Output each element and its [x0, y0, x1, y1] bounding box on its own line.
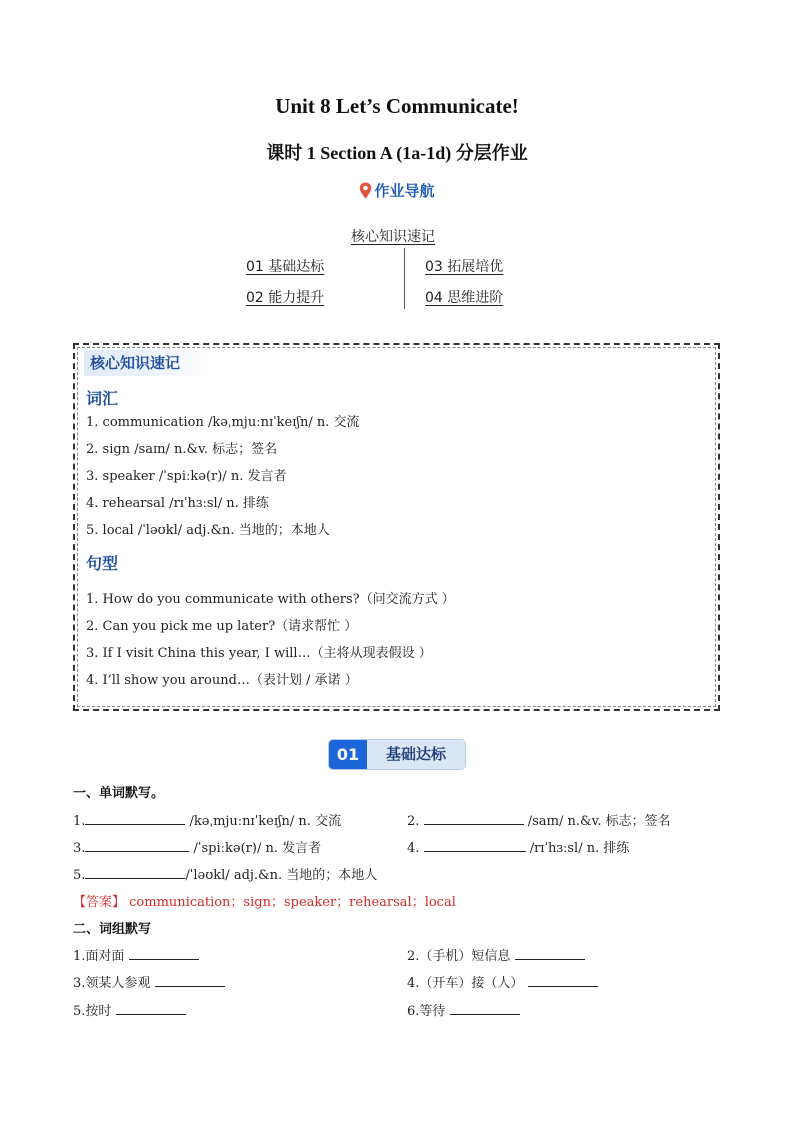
vocab-heading: 词汇 — [86, 389, 119, 408]
q1-item-4: 4. /rɪˈhɜːsl/ n. 排练 — [407, 841, 630, 856]
page-title: Unit 8 Let’s Communicate! — [275, 94, 519, 118]
answer-blank[interactable] — [85, 839, 189, 852]
q2-item-5: 5.按时 — [73, 1000, 186, 1019]
nav-link-thinking[interactable]: 04 思维进阶 — [425, 290, 504, 306]
answer-blank[interactable] — [424, 839, 526, 852]
q1-item-1: 1. /kəˌmjuːnɪˈkeɪʃn/ n. 交流 — [73, 814, 342, 829]
homework-nav-heading — [0, 180, 794, 203]
sentence-item: 2. Can you pick me up later?（请求帮忙 ） — [86, 619, 358, 634]
sentence-item: 4. I’ll show you around…（表计划 / 承诺 ） — [86, 673, 358, 688]
sentence-item: 1. How do you communicate with others?（问交流方式 ） — [86, 592, 455, 607]
core-knowledge-label: 核心知识速记 — [84, 350, 210, 376]
answer-blank[interactable] — [116, 1002, 186, 1015]
section-badge-basic — [329, 740, 465, 769]
map-pin-icon — [359, 182, 372, 203]
answer-blank[interactable] — [85, 812, 185, 825]
page-subtitle: 课时 1 Section A (1a-1d) 分层作业 — [266, 143, 528, 163]
answer-text: communication；sign；speaker；rehearsal；local — [129, 895, 456, 910]
vocab-item: 4. rehearsal /rɪˈhɜːsl/ n. 排练 — [86, 496, 269, 511]
answer-blank[interactable] — [85, 866, 185, 879]
nav-heading-text: 作业导航 — [374, 182, 435, 200]
answer-blank[interactable] — [450, 1002, 520, 1015]
q2-item-2: 2.（手机）短信息 — [407, 945, 585, 964]
q2-heading: 二、词组默写 — [73, 922, 152, 937]
q2-item-3: 3.领某人参观 — [73, 972, 225, 991]
vocab-item: 1. communication /kəˌmjuːnɪˈkeɪʃn/ n. 交流 — [86, 415, 360, 430]
vocab-item: 2. sign /saɪn/ n.&v. 标志；签名 — [86, 442, 278, 457]
q2-item-4: 4.（开车）接（人） — [407, 972, 598, 991]
q1-answer — [73, 891, 456, 910]
answer-blank[interactable] — [515, 947, 585, 960]
nav-link-extend[interactable]: 03 拓展培优 — [425, 259, 504, 275]
nav-divider — [404, 248, 405, 309]
q1-item-3: 3. /ˈspiːkə(r)/ n. 发言者 — [73, 841, 322, 856]
answer-blank[interactable] — [528, 974, 598, 987]
answer-blank[interactable] — [155, 974, 225, 987]
nav-link-ability[interactable]: 02 能力提升 — [246, 290, 325, 306]
badge-number: 01 — [329, 740, 367, 769]
nav-link-basic[interactable]: 01 基础达标 — [246, 259, 325, 275]
q1-heading: 一、单词默写。 — [73, 786, 165, 801]
sentence-heading: 句型 — [86, 554, 119, 573]
q1-item-5: 5. /ˈləʊkl/ adj.&n. 当地的；本地人 — [73, 868, 378, 883]
q2-item-6: 6.等待 — [407, 1000, 520, 1019]
q2-item-1: 1.面对面 — [73, 945, 199, 964]
sentence-item: 3. If I visit China this year, I will…（主将从现表假设 ） — [86, 646, 432, 661]
badge-text: 基础达标 — [367, 740, 465, 769]
answer-label: 【答案】 — [73, 895, 126, 910]
answer-blank[interactable] — [129, 947, 199, 960]
vocab-item: 5. local /ˈləʊkl/ adj.&n. 当地的；本地人 — [86, 523, 330, 538]
q1-item-2: 2. /saɪn/ n.&v. 标志；签名 — [407, 814, 671, 829]
core-knowledge-link[interactable]: 核心知识速记 — [351, 229, 435, 245]
vocab-item: 3. speaker /ˈspiːkə(r)/ n. 发言者 — [86, 469, 287, 484]
answer-blank[interactable] — [424, 812, 524, 825]
